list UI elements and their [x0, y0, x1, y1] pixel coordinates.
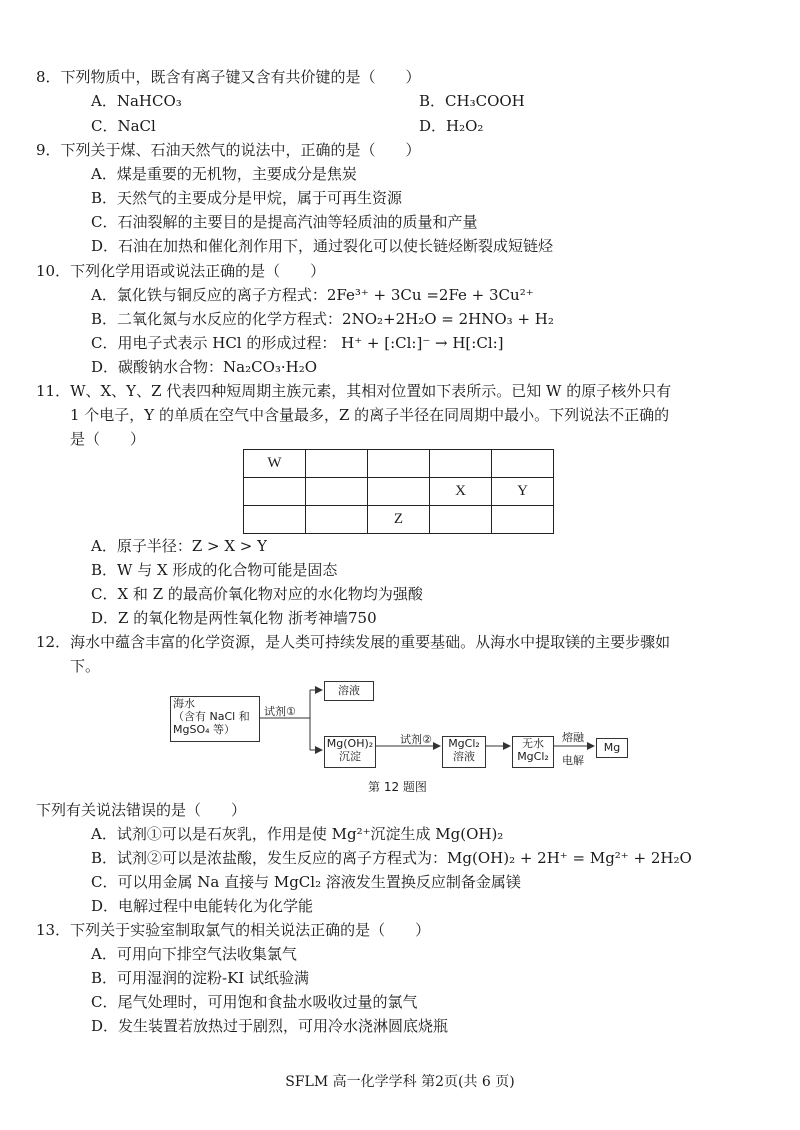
page-footer: SFLM 高一化学学科 第2页(共 6 页) [285, 1074, 515, 1090]
table-cell [430, 506, 492, 534]
anhydrous-mgcl2-label: MgCl₂ [517, 750, 549, 763]
q9-stem: 9．下列关于煤、石油天然气的说法中，正确的是（ ） [36, 141, 421, 159]
q12-option-b: B．试剂②可以是浓盐酸，发生反应的离子方程式为：Mg(OH)₂ + 2H⁺ = Mg²⁺ + 2H₂O [91, 849, 692, 867]
table-cell [368, 450, 430, 478]
electrolysis-label: 电解 [562, 754, 584, 767]
q11-option-a: A．原子半径：Z > X > Y [91, 537, 268, 555]
table-cell [492, 506, 554, 534]
q10-option-d: D．碳酸钠水合物：Na₂CO₃·H₂O [91, 358, 318, 376]
q12-option-c: C．可以用金属 Na 直接与 MgCl₂ 溶液发生置换反应制备金属镁 [91, 873, 521, 891]
seawater-note-2: MgSO₄ 等） [173, 723, 236, 736]
q13-option-b: B．可用湿润的淀粉-KI 试纸验满 [91, 969, 309, 987]
q10-stem: 10．下列化学用语或说法正确的是（ ） [36, 262, 326, 280]
q13-stem: 13．下列关于实验室制取氯气的相关说法正确的是（ ） [36, 921, 431, 939]
q11-stem-line3: 是（ ） [70, 430, 146, 448]
table-cell-w: W [244, 450, 306, 478]
q8-stem: 8．下列物质中，既含有离子键又含有共价键的是（ ） [36, 68, 421, 86]
molten-label: 熔融 [562, 731, 584, 744]
q9-option-a: A．煤是重要的无机物，主要成分是焦炭 [91, 165, 357, 183]
mgcl2-solution-box [442, 736, 486, 768]
table-cell [492, 450, 554, 478]
q9-option-b: B．天然气的主要成分是甲烷，属于可再生资源 [91, 189, 403, 207]
q10-option-c: C．用电子式表示 HCl 的形成过程： H⁺ + [:Cl:]⁻ → H[:Cl:] [91, 334, 504, 352]
mg-oh2-label: Mg(OH)₂ [326, 737, 374, 750]
q8-option-a: A．NaHCO₃ [91, 92, 182, 110]
q11-option-c: C．X 和 Z 的最高价氧化物对应的水化物均为强酸 [91, 585, 423, 603]
q13-option-c: C．尾气处理时，可用饱和食盐水吸收过量的氯气 [91, 993, 418, 1011]
mg-product-box: Mg [596, 738, 628, 758]
table-cell [430, 450, 492, 478]
seawater-box [170, 696, 260, 742]
anhydrous-label: 无水 [522, 737, 544, 750]
mg-oh2-precipitate-box [324, 736, 376, 768]
q8-option-c: C．NaCl [91, 117, 156, 135]
figure-caption: 第 12 题图 [368, 780, 427, 794]
reagent-2-label: 试剂② [400, 733, 432, 746]
table-cell [244, 506, 306, 534]
q12-option-d: D．电解过程中电能转化为化学能 [91, 897, 314, 915]
q12-prompt: 下列有关说法错误的是（ ） [36, 801, 247, 819]
anhydrous-mgcl2-box [512, 736, 554, 768]
q11-option-d: D．Z 的氧化物是两性氧化物 浙考神墙750 [91, 609, 377, 627]
q9-option-c: C．石油裂解的主要目的是提高汽油等轻质油的质量和产量 [91, 213, 478, 231]
seawater-note-1: （含有 NaCl 和 [173, 710, 250, 723]
q8-option-b: B．CH₃COOH [419, 92, 525, 110]
table-cell [368, 478, 430, 506]
seawater-label: 海水 [173, 697, 195, 710]
mgcl2-label: MgCl₂ [448, 737, 480, 750]
reagent-1-label: 试剂① [264, 705, 296, 718]
periodic-position-table [243, 449, 554, 534]
q11-option-b: B．W 与 X 形成的化合物可能是固态 [91, 561, 338, 579]
q8-option-d: D．H₂O₂ [419, 117, 484, 135]
table-cell-z: Z [368, 506, 430, 534]
precipitate-label: 沉淀 [339, 750, 361, 763]
q13-option-d: D．发生装置若放热过于剧烈，可用冷水浇淋圆底烧瓶 [91, 1017, 449, 1035]
table-cell [306, 506, 368, 534]
table-cell-y: Y [492, 478, 554, 506]
table-cell-x: X [430, 478, 492, 506]
table-cell [306, 478, 368, 506]
q11-stem-line1: 11．W、X、Y、Z 代表四种短周期主族元素，其相对位置如下表所示。已知 W 的原子核外只有 [36, 382, 672, 400]
table-cell [306, 450, 368, 478]
q11-stem-line2: 1 个电子，Y 的单质在空气中含量最多，Z 的离子半径在同周期中最小。下列说法不正确的 [70, 406, 670, 424]
q9-option-d: D．石油在加热和催化剂作用下，通过裂化可以使长链烃断裂成短链烃 [91, 237, 554, 255]
q10-option-a: A．氯化铁与铜反应的离子方程式：2Fe³⁺ + 3Cu =2Fe + 3Cu²⁺ [91, 286, 534, 304]
q12-option-a: A．试剂①可以是石灰乳，作用是使 Mg²⁺沉淀生成 Mg(OH)₂ [91, 825, 504, 843]
q12-stem-line1: 12．海水中蕴含丰富的化学资源，是人类可持续发展的重要基础。从海水中提取镁的主要步骤如 [36, 633, 671, 651]
solution-box: 溶液 [324, 681, 374, 701]
q12-stem-line2: 下。 [70, 657, 101, 675]
table-cell [244, 478, 306, 506]
q13-option-a: A．可用向下排空气法收集氯气 [91, 945, 297, 963]
solution-label: 溶液 [453, 750, 475, 763]
magnesium-extraction-flowchart [150, 676, 650, 798]
q10-option-b: B．二氧化氮与水反应的化学方程式：2NO₂+2H₂O = 2HNO₃ + H₂ [91, 310, 554, 328]
